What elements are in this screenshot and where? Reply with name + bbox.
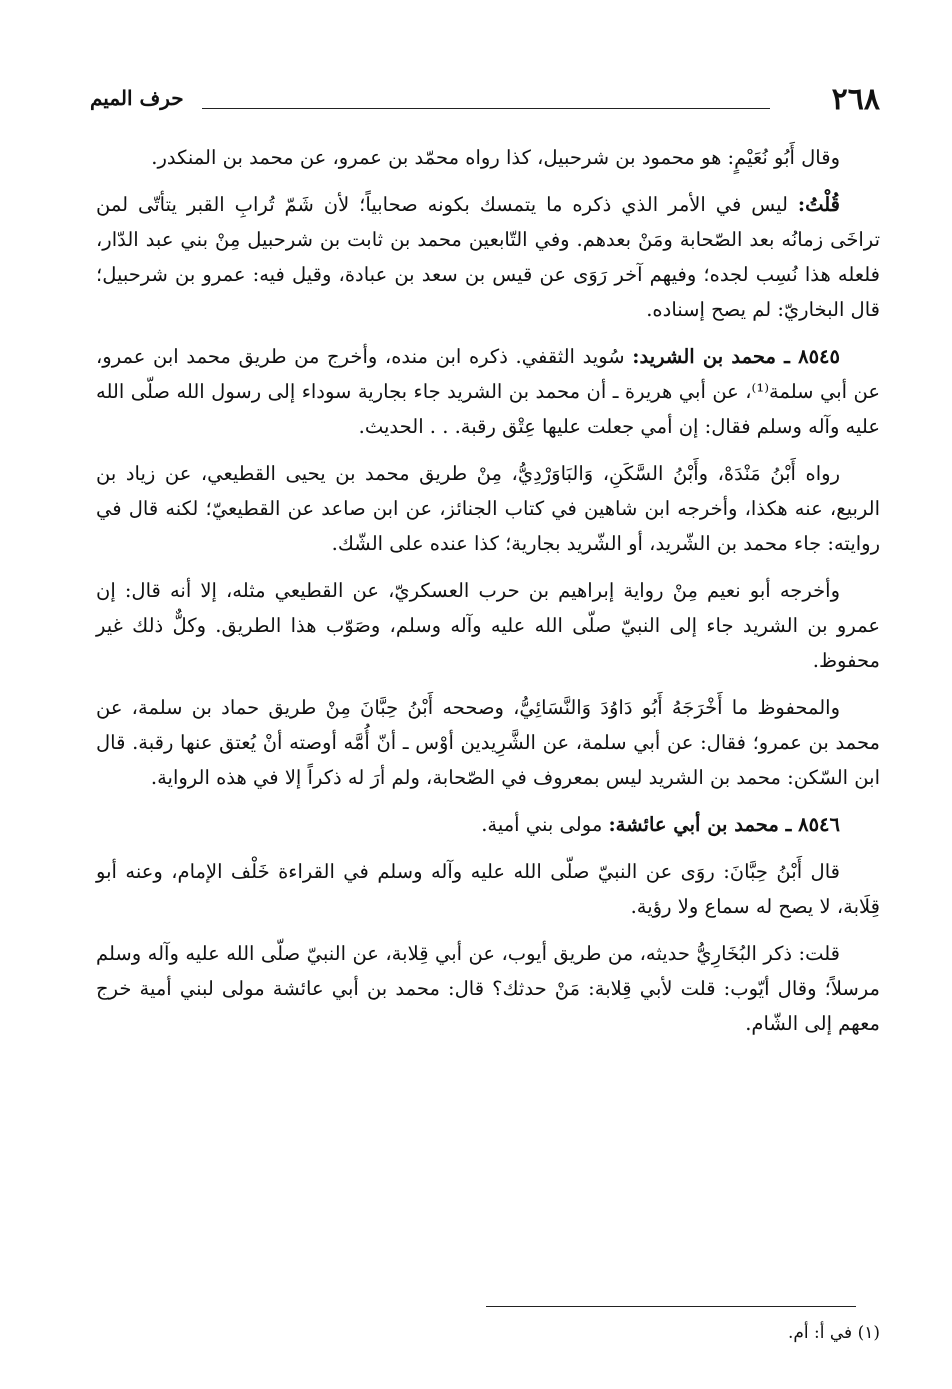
qultu-lead: قُلْتُ:: [797, 193, 840, 216]
paragraph: رواه أَبْنُ مَنْدَهْ، وأَبْنُ السَّكَنِ، وَالبَاوَرْدِيُّ، مِنْ طريق محمد بن يحيى القطيعي، عن زياد بن الربيع، عنه هكذا، وأخرجه ابن شاهين في كتاب الجنائز، عن ابن صاعد عن القطيعيّ؛ لكنه قال في روايته: جاء محمد بن الشّريد، أو الشّريد بجارية؛ كذا عنده على الشّك.: [96, 462, 880, 555]
header-rule: [202, 108, 770, 109]
page-number: ٢٦٨: [831, 82, 880, 117]
page-body: [96, 140, 880, 1053]
paragraph: وأخرجه أبو نعيم مِنْ رواية إبراهيم بن حرب العسكريّ، عن القطيعي مثله، إلا أنه قال: إن عمرو بن الشريد جاء إلى النبيّ صلّى الله عليه وآله وسلم، وصَوّب هذا الطريق. وكلٌّ ذلك غير محفوظ.: [96, 579, 880, 672]
running-title: حرف الميم: [90, 86, 184, 110]
paragraph: وقال أَبُو نُعَيْمٍ: هو محمود بن شرحبيل، كذا رواه محمّد بن عمرو، عن محمد بن المنكدر.: [151, 146, 840, 169]
paragraph: قلت: ذكر البُخَارِيُّ حديثه، من طريق أيوب، عن أبي قِلابة، عن النبيّ صلّى الله عليه وآله وسلم مرسلاً؛ وقال أيّوب: قلت لأبي قِلابة: مَنْ حدثك؟ قال: محمد بن أبي عائشة مولى لبني أمية خرج معهم إلى الشّام.: [96, 942, 880, 1035]
paragraph: قُلْتُ: ليس في الأمر الذي ذكره ما يتمسك بكونه صحابياً؛ لأن شَمّ تُرابِ القبر يتأتّى لمن تراخَى زمانُه بعد الصّحابة ومَنْ بعدهم. وفي التّابعين محمد بن ثابت بن شرحبيل مِنْ بني عبد الدّار، فلعله هذا نُسِب لجده؛ وفيهم آخر رَوَى عن قيس بن سعد بن عبادة، وقيل فيه: عمرو بن شرحبيل؛ قال البخاريّ: لم يصح إسناده.: [96, 193, 880, 321]
entry-8546: ٨٥٤٦ ـ محمد بن أبي عائشة: مولى بني أمية.: [481, 813, 840, 836]
page-header: [90, 82, 880, 122]
paragraph: قال أَبْنُ حِبَّانَ: روَى عن النبيّ صلّى الله عليه وآله وسلم في القراءة خَلْف الإمام، وعنه أبو قِلَابة، لا يصح له سماع ولا رؤية.: [96, 860, 880, 918]
entry-title: ٨٥٤٥ ـ محمد بن الشريد:: [632, 345, 841, 368]
footnote-separator: [486, 1306, 856, 1307]
paragraph: والمحفوظ ما أَخْرَجَهُ أَبُو دَاوُدَ وَالنَّسَائِيُّ، وصححه أَبْنُ حِبَّانَ مِنْ طريق حماد بن سلمة، عن محمد بن عمرو؛ فقال: عن أبي سلمة، عن الشَّرِيدين أوْس ـ أنّ أُمَّه أوصته أنْ يُعتق عنها رقبة. قال ابن السّكن: محمد بن الشريد ليس بمعروف في الصّحابة، ولم أرَ له ذكراً إلا في هذه الرواية.: [96, 696, 880, 789]
footnote: (١) في أ: أم.: [787, 1323, 880, 1343]
entry-8545: ٨٥٤٥ ـ محمد بن الشريد: سُويد الثقفي. ذكره ابن منده، وأخرج من طريق محمد ابن عمرو، عن أبي سلمة⁽¹⁾، عن أبي هريرة ـ أن محمد بن الشريد جاء بجارية سوداء إلى رسول الله صلّى الله عليه وآله وسلم فقال: إن أمي جعلت عليها عِتْق رقبة. . . الحديث.: [96, 345, 880, 438]
entry-title: ٨٥٤٦ ـ محمد بن أبي عائشة:: [608, 813, 840, 836]
